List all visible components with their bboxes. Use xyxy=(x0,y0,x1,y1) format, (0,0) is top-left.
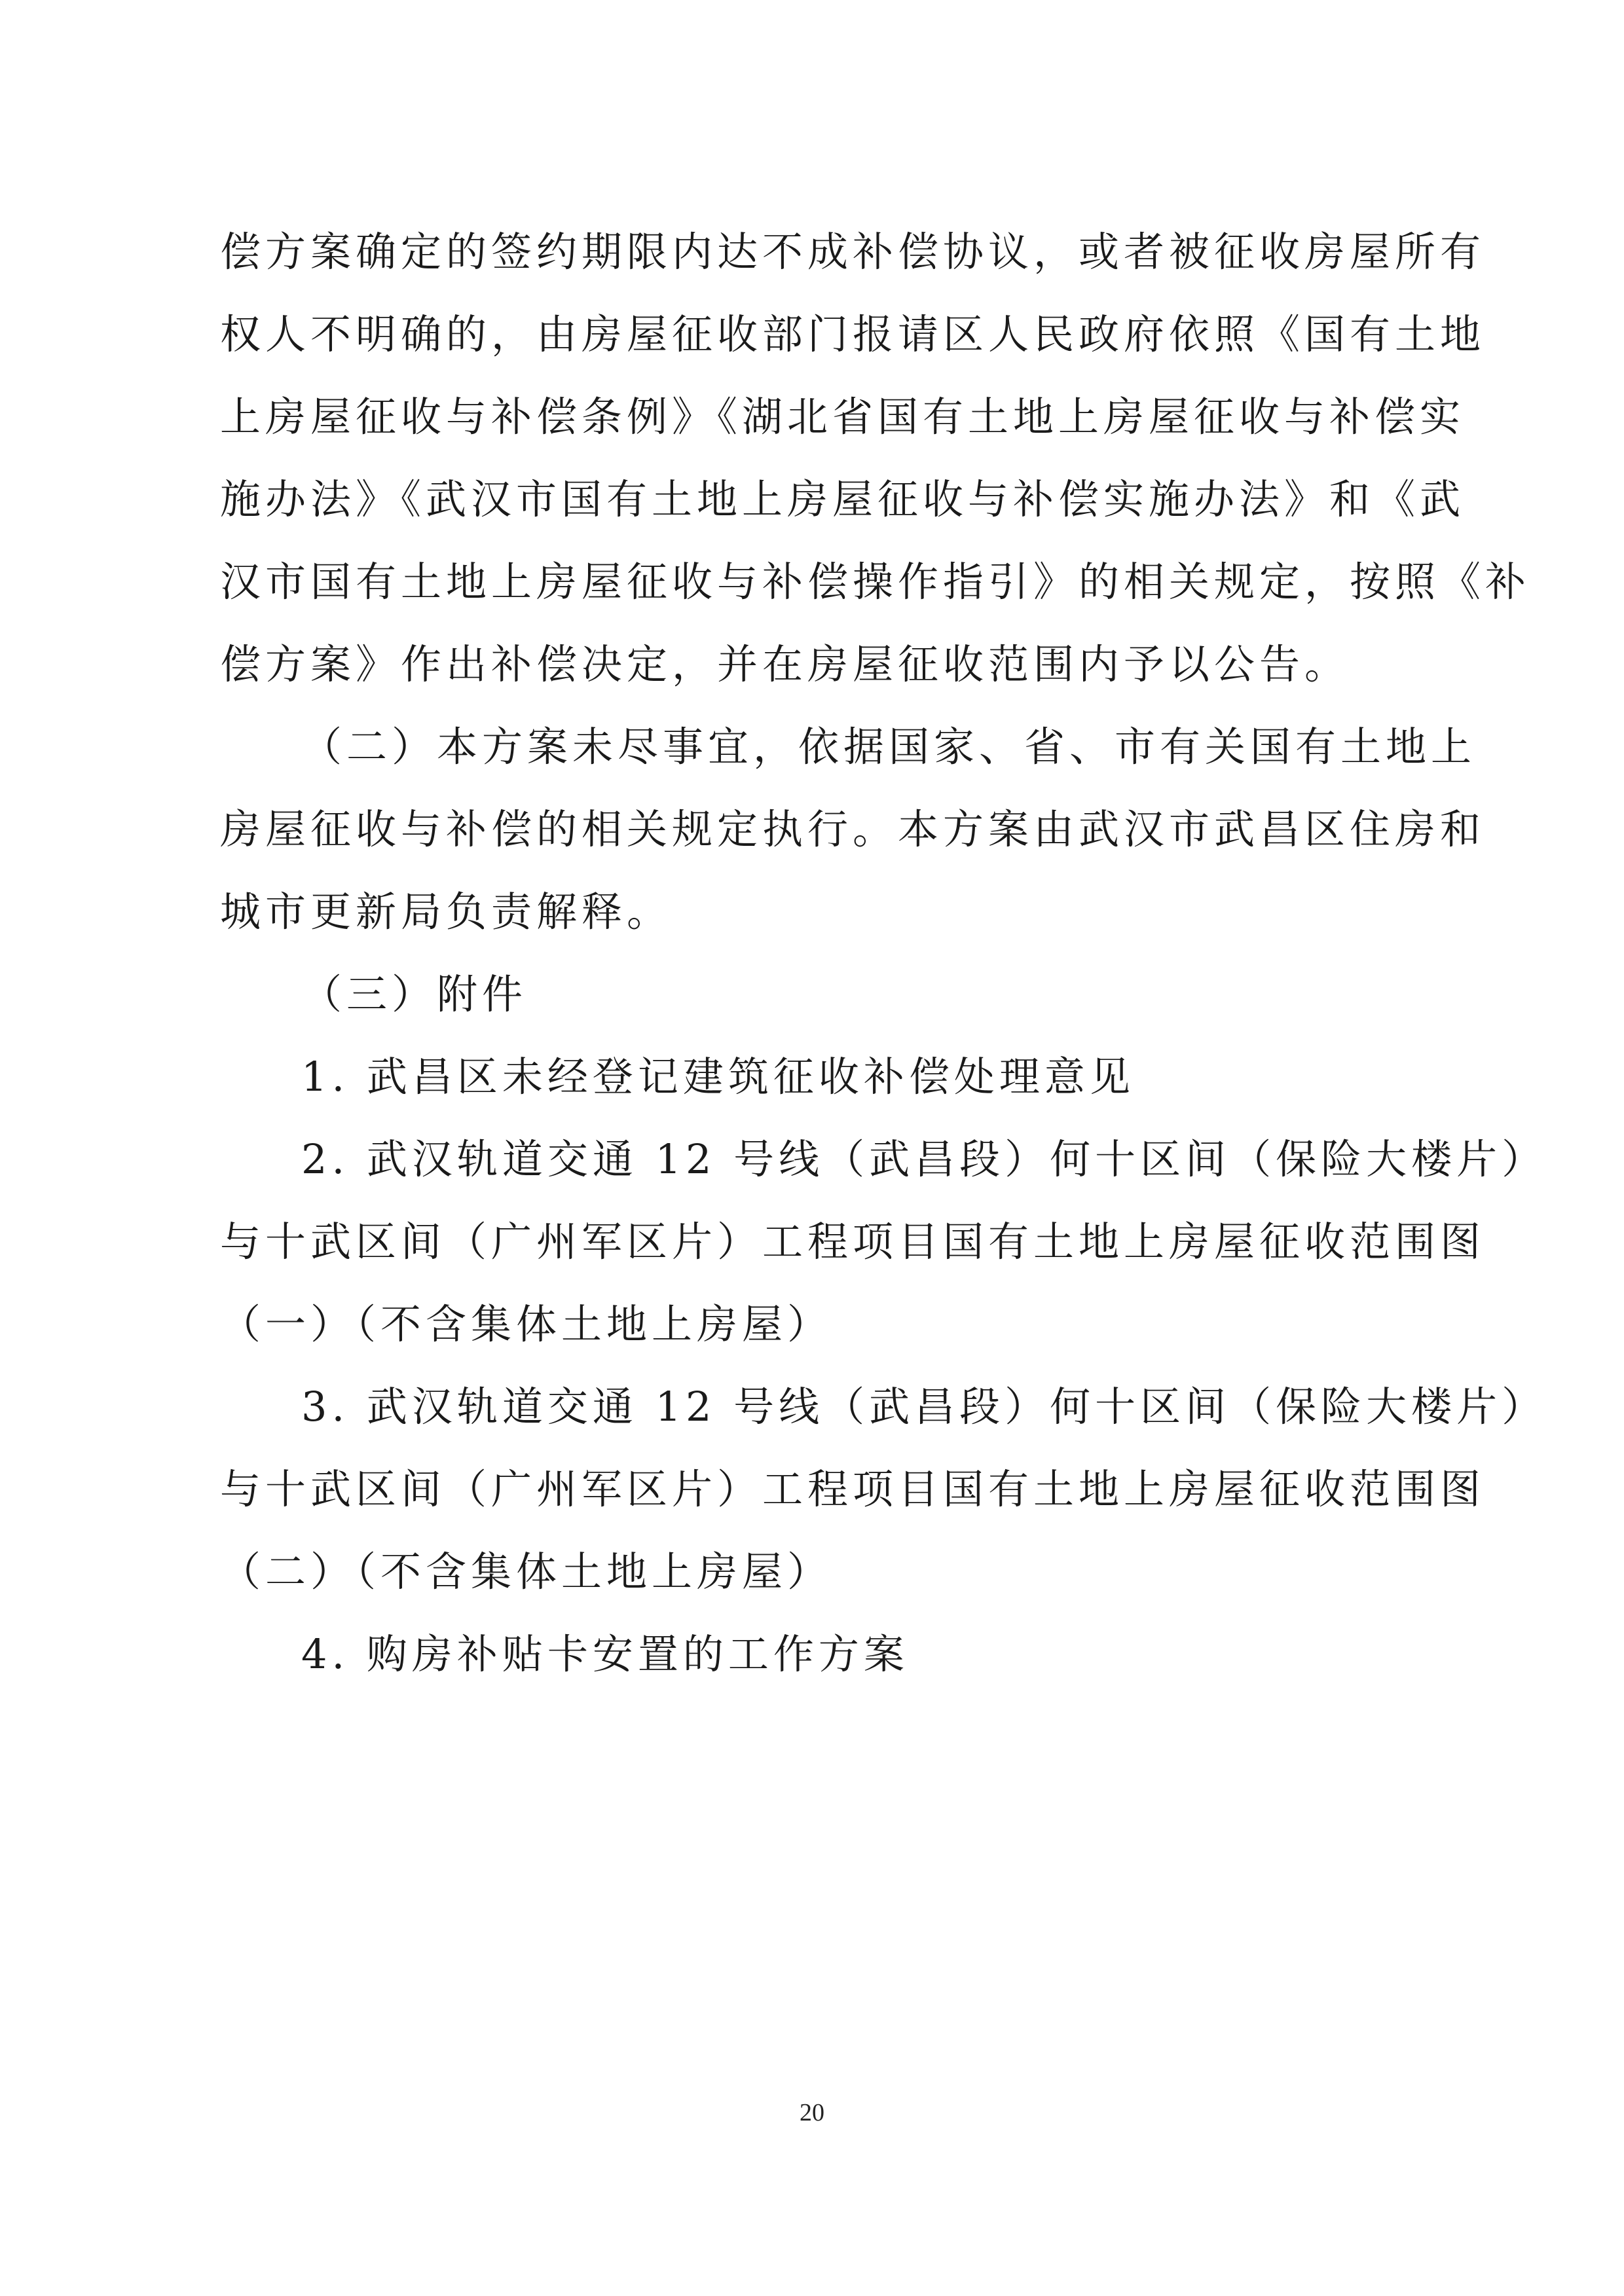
paragraph-line: 权人不明确的，由房屋征收部门报请区人民政府依照《国有土地 xyxy=(220,310,1486,358)
attachment-item-3-line: 与十武区间（广州军区片）工程项目国有土地上房屋征收范围图 xyxy=(220,1465,1486,1513)
attachment-item-3-line: （二）（不含集体土地上房屋） xyxy=(220,1548,833,1595)
page-number: 20 xyxy=(800,2099,824,2126)
attachment-item-4: 4. 购房补贴卡安置的工作方案 xyxy=(301,1630,909,1678)
section-three-heading: （三）附件 xyxy=(301,970,528,1018)
attachment-item-2: 2. 武汉轨道交通 12 号线（武昌段）何十区间（保险大楼片） xyxy=(301,1135,1547,1183)
attachment-item-2-line: （一）（不含集体土地上房屋） xyxy=(220,1300,833,1348)
document-body xyxy=(220,211,1547,1696)
paragraph-line: 汉市国有土地上房屋征收与补偿操作指引》的相关规定，按照《补 xyxy=(220,558,1531,606)
section-two-line: （二）本方案未尽事宜，依据国家、省、市有关国有土地上 xyxy=(301,723,1477,771)
paragraph-line: 偿方案》作出补偿决定，并在房屋征收范围内予以公告。 xyxy=(220,640,1350,688)
section-two-line: 城市更新局负责解释。 xyxy=(220,888,673,936)
paragraph-line: 施办法》《武汉市国有土地上房屋征收与补偿实施办法》和《武 xyxy=(220,475,1466,523)
attachment-item-1: 1. 武昌区未经登记建筑征收补偿处理意见 xyxy=(301,1053,1135,1101)
paragraph-line: 上房屋征收与补偿条例》《湖北省国有土地上房屋征收与补偿实 xyxy=(220,393,1466,441)
attachment-item-3: 3. 武汉轨道交通 12 号线（武昌段）何十区间（保险大楼片） xyxy=(301,1383,1547,1430)
attachment-item-2-line: 与十武区间（广州军区片）工程项目国有土地上房屋征收范围图 xyxy=(220,1218,1486,1266)
section-two-line: 房屋征收与补偿的相关规定执行。本方案由武汉市武昌区住房和 xyxy=(220,805,1486,853)
paragraph-line: 偿方案确定的签约期限内达不成补偿协议，或者被征收房屋所有 xyxy=(220,228,1486,276)
